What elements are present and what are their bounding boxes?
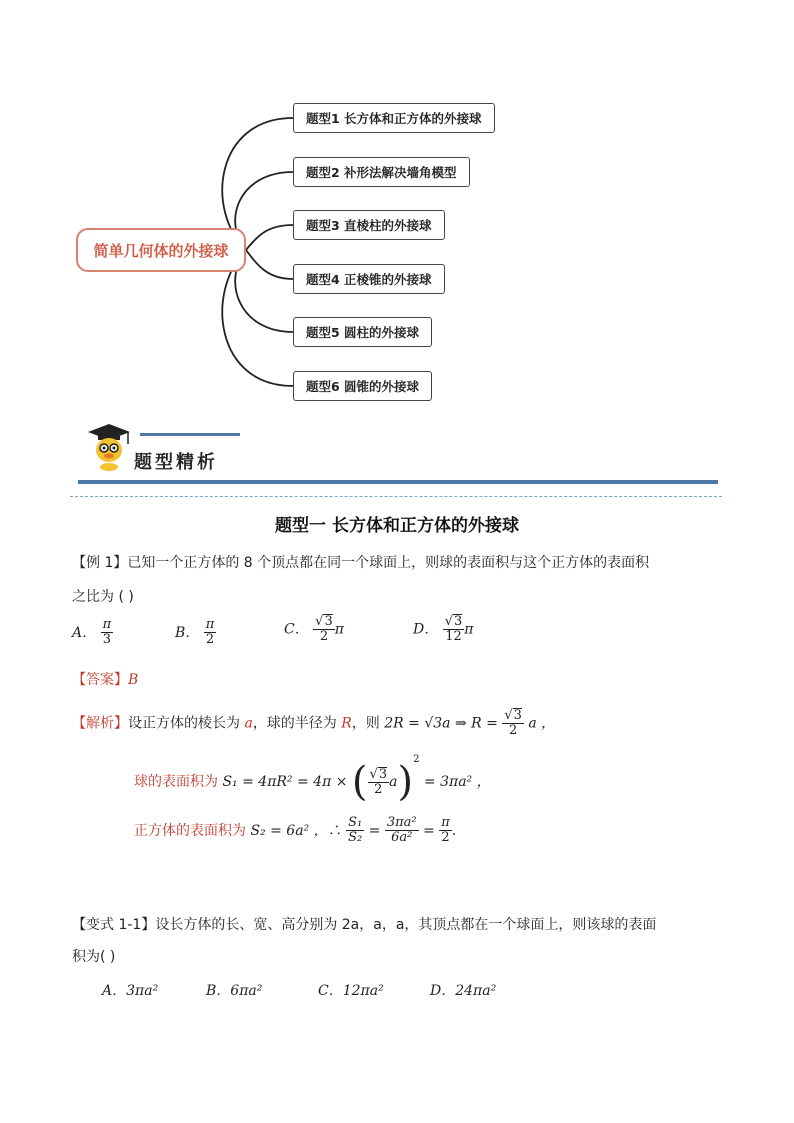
cube-area-label: 正方体的表面积为 [134,822,246,839]
option-c-fraction: $\frac{√3}{2}$ [315,614,333,645]
answer-tag: 【答案】 [72,672,128,688]
equation-1: 2R = √3a ⇒ R = [384,715,498,732]
option-c-label: C． [284,621,309,638]
option-b-label: B． [175,624,200,641]
banner-accent-line [140,433,240,436]
section-title: 题型一 长方体和正方体的外接球 [275,516,519,536]
variant-option-a: A．3πa² [102,983,159,999]
example1-tag: 【例 1】 [72,555,128,571]
mindmap-branch-2: 题型2 补形法解决墙角模型 [293,157,470,187]
option-d-fraction: $\frac{√3}{12}$ [444,614,463,645]
variant-question [72,914,656,934]
option-a-fraction: $\frac{\pi}{3}$ [102,617,112,648]
answer-value: B [128,672,139,688]
section-divider [70,496,722,497]
mindmap-branch-3: 题型3 直棱柱的外接球 [293,210,445,240]
example1-question [72,552,649,572]
mindmap-root: 简单几何体的外接球 [76,228,246,272]
ratio-fraction-1: $\frac{\text{S₁}}{\text{S₂}}$ [348,815,363,846]
option-d: D． $\frac{√3}{12}$ π [413,614,474,645]
equation-1-fraction: $\frac{√3}{2}$ [504,708,522,739]
banner-title: 题型精析 [134,452,218,473]
variant-line2: 积为( ) [72,949,116,965]
option-c: C． $\frac{√3}{2}$ π [284,614,344,645]
ratio-fraction-2: $\frac{\text{3πa²}}{\text{6a²}}$ [386,815,417,846]
scholar-duck-icon [84,420,134,472]
mindmap-branch-6: 题型6 圆锥的外接球 [293,371,432,401]
variant-option-d: D．24πa² [430,983,497,999]
variant-option-c: C．12πa² [318,983,384,999]
option-d-label: D． [413,621,439,638]
variant-tag: 【变式 1-1】 [72,917,156,933]
analysis-line1: 【解析】设正方体的棱长为 a，球的半径为 R，则 2R = √3a ⇒ R = $\frac{√3}{2}$ a ， [72,708,556,739]
sphere-area-fraction: $\frac{√3}{2}$ [369,766,388,797]
option-b-fraction: $\frac{\pi}{2}$ [205,617,215,648]
option-b [175,618,216,648]
ratio-fraction-3: $\frac{\pi}{2}$ [441,815,450,846]
banner-underline [78,480,718,484]
sphere-area-line: 球的表面积为 S₁ = 4πR² = 4π × ( $\frac{√3}{2}$ a)$^2$ = 3πa² ， [134,754,491,805]
example1-answer [72,669,138,689]
analysis-tag: 【解析】 [72,715,128,732]
option-a-label: A． [72,624,97,641]
variant-line1: 设长方体的长、宽、高分别为 2a，a，a，其顶点都在一个球面上，则该球的表面 [155,917,657,933]
mindmap-branch-4: 题型4 正棱锥的外接球 [293,264,445,294]
cube-area-line: 正方体的表面积为 S₂ = 6a² ，∴ $\frac{\text{S₁}}{\text{S₂}}$ = $\frac{\text{3πa²}}{\text{6a²}}$ = $\frac{\pi}{2}$ . [134,815,457,846]
sphere-area-label: 球的表面积为 [134,774,218,790]
option-a [72,618,113,648]
mindmap-branch-1: 题型1 长方体和正方体的外接球 [293,103,495,133]
variant-option-b: B．6πa² [206,983,263,999]
example1-line2: 之比为 ( ) [72,589,134,605]
example1-line1: 已知一个正方体的 8 个顶点都在同一个球面上，则球的表面积与这个正方体的表面积 [127,555,650,571]
mindmap-branch-5: 题型5 圆柱的外接球 [293,317,432,347]
